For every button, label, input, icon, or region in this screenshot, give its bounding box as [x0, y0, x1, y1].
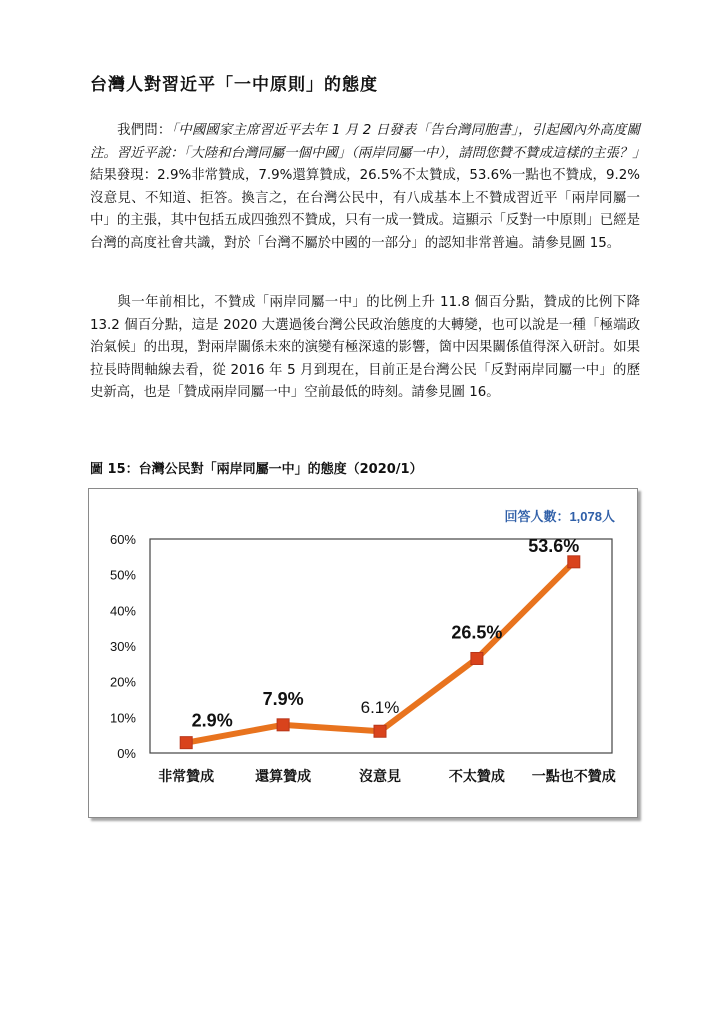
data-label: 7.9% — [262, 688, 304, 709]
y-tick-label: 50% — [109, 567, 136, 583]
x-category-label: 沒意見 — [359, 768, 401, 784]
data-point-marker — [277, 719, 289, 731]
y-tick-label: 0% — [117, 746, 136, 761]
respondent-count-annotation: 回答人數：1,078人 — [504, 509, 615, 524]
paragraph-1 — [90, 120, 646, 255]
page-heading: 台灣人對習近平「一中原則」的態度 — [90, 75, 378, 95]
paragraph-1-lead: 我們問： — [117, 123, 172, 138]
paragraph-1-body: 結果發現：2.9%非常贊成，7.9%還算贊成，26.5%不太贊成，53.6%一點也不贊成，9.2%沒意見、不知道、拒答。換言之，在台灣公民中，有八成基本上不贊成習近平「兩岸同屬一中」的主張，其中包括五成四強烈不贊成，只有一成一贊成。這顯示「反對一中原則」已經是台灣的高度社會共識，對於「台灣不屬於中國的一部分」的認知非常普遍。請參見圖 15。 — [90, 168, 640, 251]
paragraph-2 — [90, 292, 640, 405]
y-tick-label: 10% — [109, 710, 136, 726]
data-label: 53.6% — [528, 535, 580, 556]
x-category-label: 一點也不贊成 — [531, 768, 616, 784]
x-category-label: 不太贊成 — [448, 768, 505, 784]
x-category-label: 還算贊成 — [255, 768, 312, 784]
data-point-marker — [180, 737, 192, 749]
data-label: 26.5% — [451, 622, 503, 643]
line-chart — [89, 489, 637, 817]
figure-caption: 圖 15：台灣公民對「兩岸同屬一中」的態度（2020/1） — [90, 462, 423, 477]
paragraph-2-text: 與一年前相比，不贊成「兩岸同屬一中」的比例上升 11.8 個百分點，贊成的比例下降 13.2 個百分點，這是 2020 大選過後台灣公民政治態度的大轉變，也可以說是一種「極端政治氣候」的出現，對兩岸關係未來的演變有極深遠的影響，箇中因果關係值得深入研討。如果拉長時間軸線去看，從 2016 年 5 月到現在，目前正是台灣公民「反對兩岸同屬一中」的歷史新高，也是「贊成兩岸同屬一中」空前最低的時刻。請參見圖 16。 — [90, 295, 640, 400]
survey-question: 「中國國家主席習近平去年 1 月 2 日發表「告台灣同胞書」，引起國內外高度關注。習近平說：「大陸和台灣同屬一個中國」（兩岸同屬一中），請問您贊不贊成這樣的主張？」 — [90, 123, 646, 161]
y-tick-label: 20% — [109, 674, 136, 690]
y-tick-label: 30% — [109, 639, 136, 654]
data-point-marker — [374, 725, 386, 737]
data-label: 6.1% — [360, 698, 400, 718]
y-tick-label: 40% — [109, 603, 136, 619]
data-point-marker — [568, 556, 580, 568]
data-label: 2.9% — [191, 710, 233, 731]
y-tick-label: 60% — [109, 532, 136, 547]
chart-frame — [88, 488, 638, 818]
data-point-marker — [471, 652, 483, 664]
x-category-label: 非常贊成 — [158, 768, 215, 784]
